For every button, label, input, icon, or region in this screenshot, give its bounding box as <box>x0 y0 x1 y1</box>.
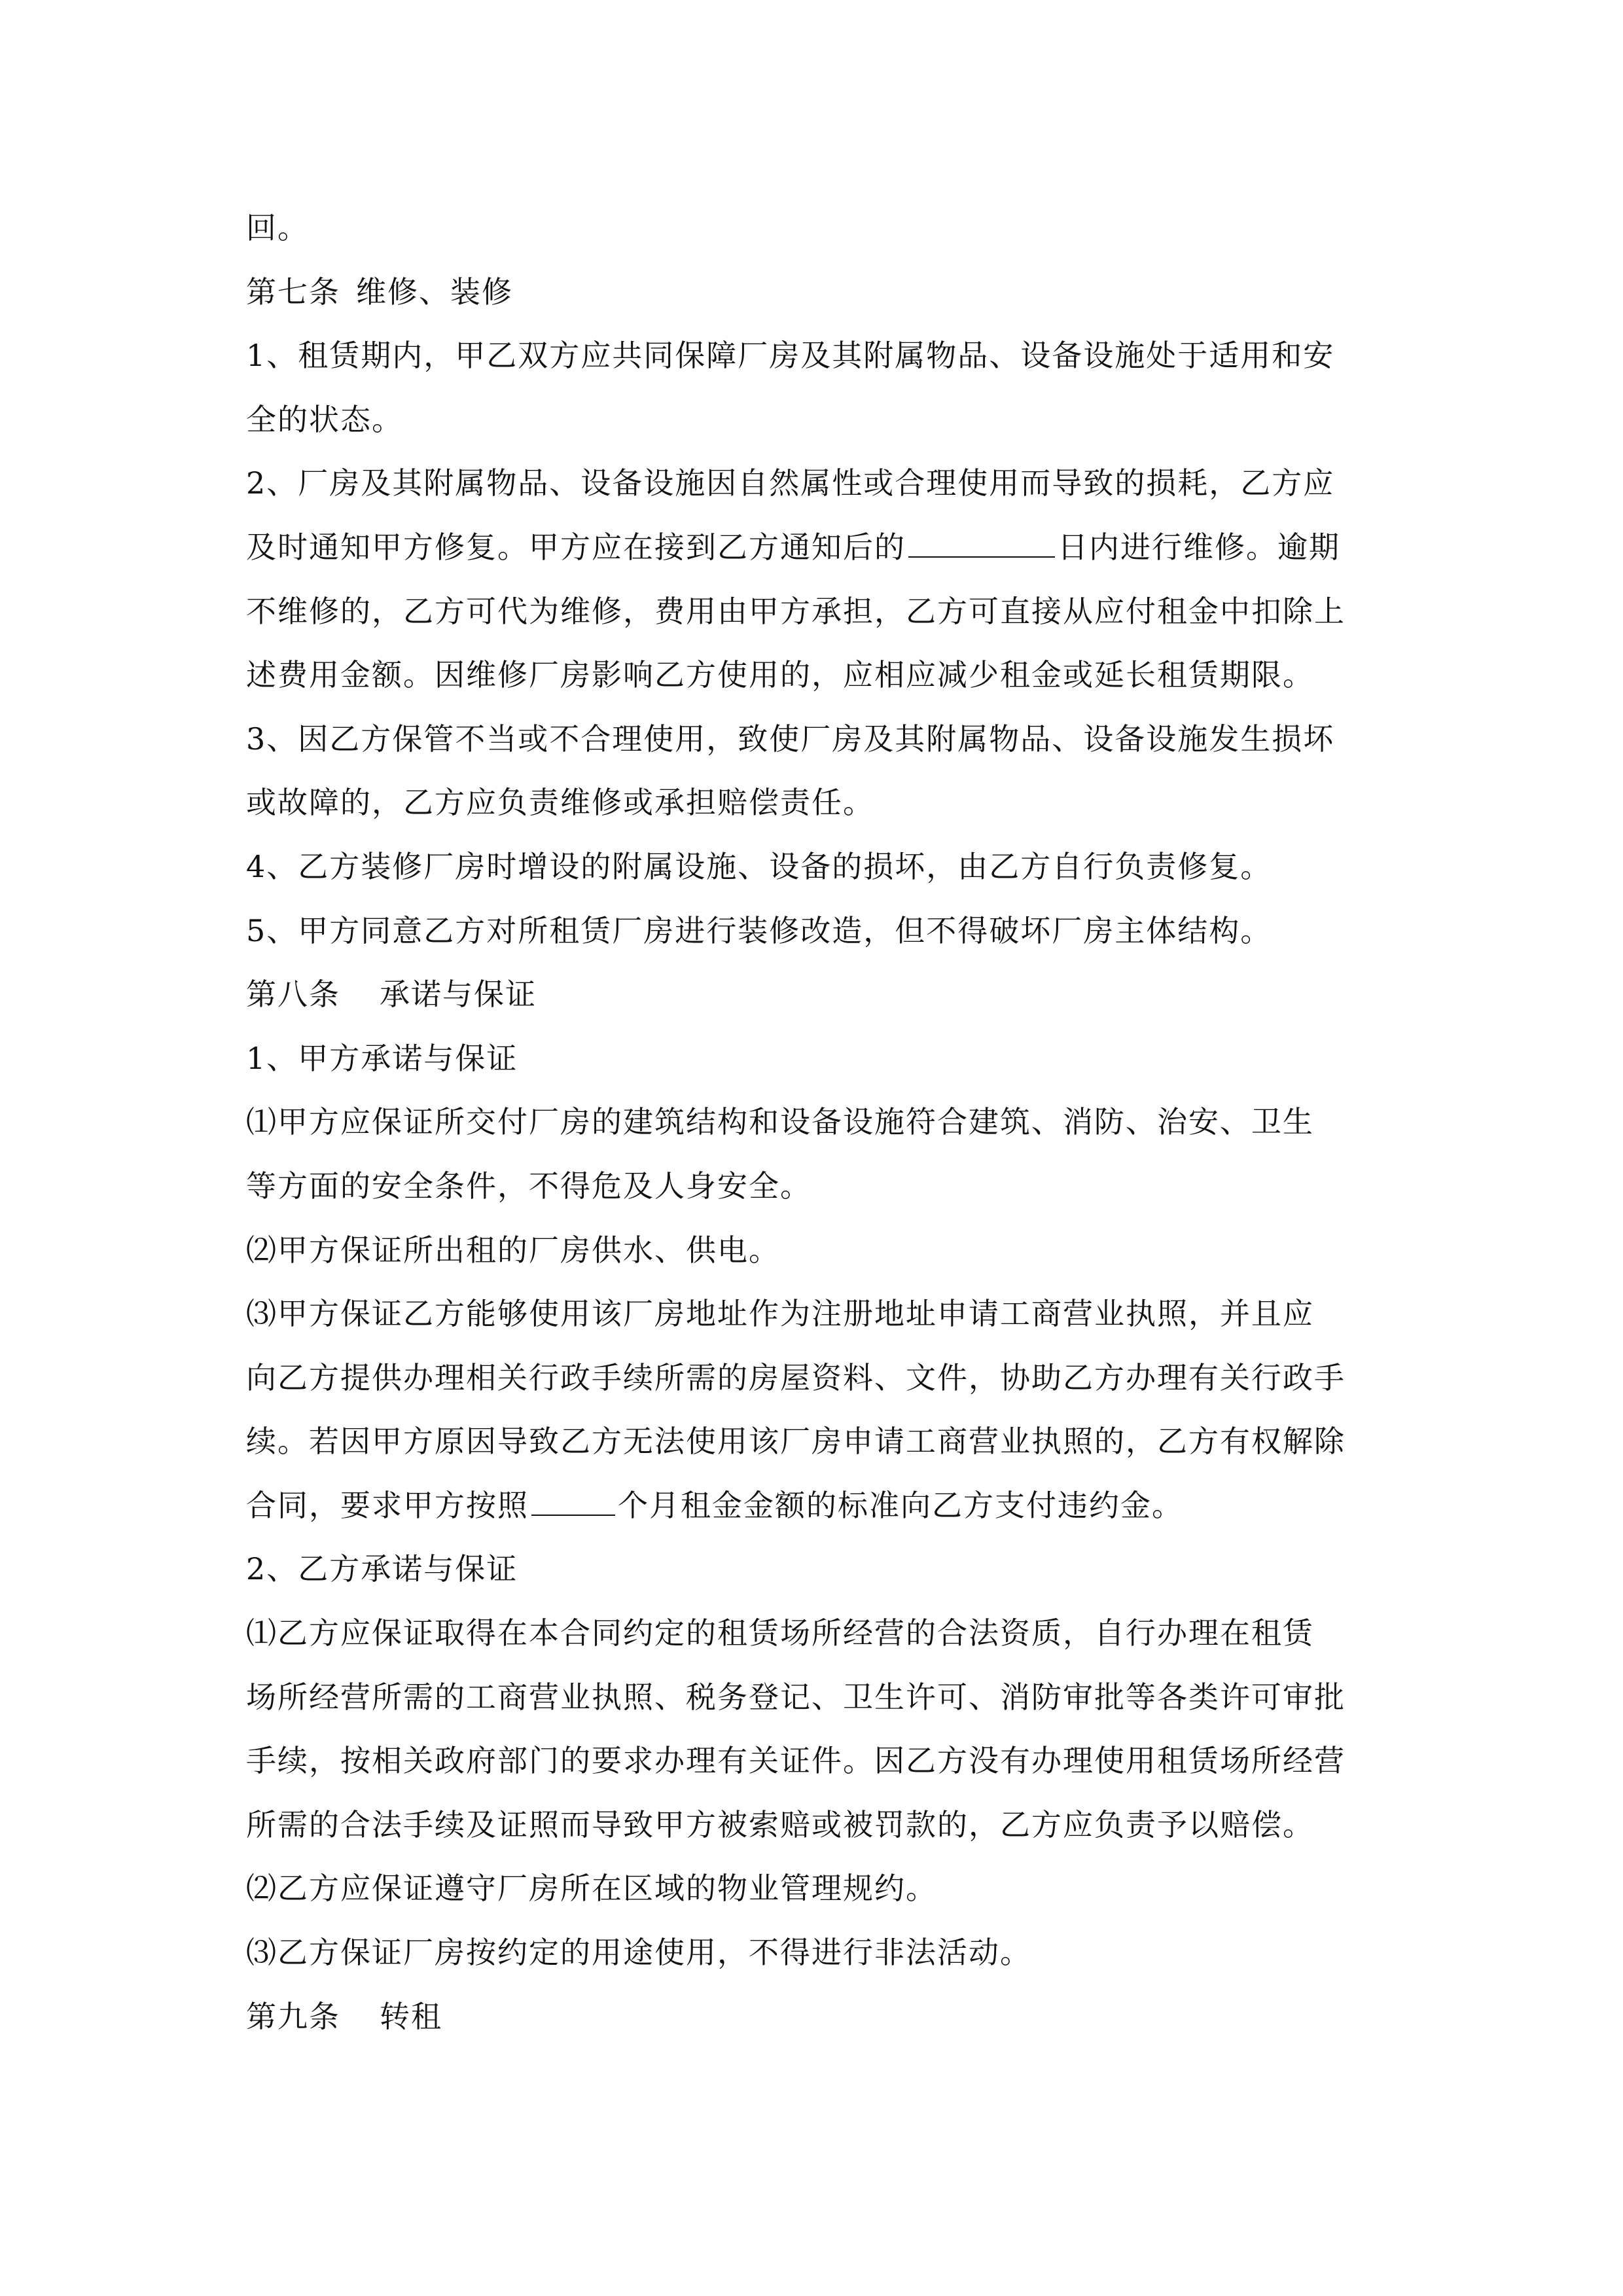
line-text: 不维修的，乙方可代为维修，费用由甲方承担，乙方可直接从应付租金中扣除上 <box>246 593 1346 629</box>
article-number: 第八条 <box>246 977 340 1013</box>
line-text: ⑵甲方保证所出租的厂房供水、供电。 <box>246 1232 780 1268</box>
paragraph-line <box>246 708 1385 772</box>
line-text: ⑶乙方保证厂房按约定的用途使用，不得进行非法活动。 <box>246 1935 1031 1971</box>
document-page <box>246 196 1385 2049</box>
line-text: 等方面的安全条件，不得危及人身安全。 <box>246 1168 812 1204</box>
line-text: 2、厂房及其附属物品、设备设施因自然属性或合理使用而导致的损耗，乙方应 <box>246 465 1335 501</box>
paragraph-line <box>246 1474 1385 1538</box>
paragraph-line <box>246 643 1385 708</box>
line-text: 及时通知甲方修复。甲方应在接到乙方通知后的 <box>246 529 906 565</box>
paragraph-line <box>246 1921 1385 1985</box>
line-text: ⑴甲方应保证所交付厂房的建筑结构和设备设施符合建筑、消防、治安、卫生 <box>246 1104 1314 1140</box>
line-text: 个月租金金额的标准向乙方支付违约金。 <box>618 1487 1183 1523</box>
line-text: 回。 <box>246 210 309 245</box>
article-heading <box>246 963 1385 1027</box>
line-text: 续。若因甲方原因导致乙方无法使用该厂房申请工商营业执照的，乙方有权解除 <box>246 1424 1346 1460</box>
article-number: 第七条 <box>246 274 340 310</box>
article-title: 转租 <box>380 1998 442 2034</box>
line-text: ⑵乙方应保证遵守厂房所在区域的物业管理规约。 <box>246 1871 937 1907</box>
line-text: 日内进行维修。逾期 <box>1058 529 1340 565</box>
line-text: 1、租赁期内，甲乙双方应共同保障厂房及其附属物品、设备设施处于适用和安 <box>246 338 1335 374</box>
line-text: 述费用金额。因维修厂房影响乙方使用的，应相应减少租金或延长租赁期限。 <box>246 657 1314 693</box>
paragraph-line <box>246 1857 1385 1921</box>
paragraph-line <box>246 452 1385 516</box>
paragraph-line <box>246 1027 1385 1091</box>
line-text: 向乙方提供办理相关行政手续所需的房屋资料、文件，协助乙方办理有关行政手 <box>246 1359 1346 1395</box>
paragraph-line <box>246 580 1385 644</box>
paragraph-line <box>246 1410 1385 1474</box>
paragraph-line <box>246 771 1385 835</box>
paragraph-line <box>246 388 1385 452</box>
paragraph-line <box>246 1346 1385 1410</box>
paragraph-line <box>246 324 1385 388</box>
line-text: 2、乙方承诺与保证 <box>246 1551 518 1587</box>
line-text: 全的状态。 <box>246 401 403 437</box>
line-text: 5、甲方同意乙方对所租赁厂房进行装修改造，但不得破坏厂房主体结构。 <box>246 912 1272 948</box>
article-heading <box>246 260 1385 325</box>
paragraph-line <box>246 1219 1385 1283</box>
fill-in-blank[interactable] <box>531 1474 615 1516</box>
fill-in-blank[interactable] <box>908 516 1055 558</box>
line-text: 或故障的，乙方应负责维修或承担赔偿责任。 <box>246 785 874 821</box>
paragraph-line <box>246 1729 1385 1793</box>
paragraph-line <box>246 1282 1385 1346</box>
paragraph-line <box>246 1090 1385 1155</box>
paragraph-line <box>246 196 1385 260</box>
line-text: 手续，按相关政府部门的要求办理有关证件。因乙方没有办理使用租赁场所经营 <box>246 1743 1346 1779</box>
line-text: 3、因乙方保管不当或不合理使用，致使厂房及其附属物品、设备设施发生损坏 <box>246 721 1335 757</box>
paragraph-line <box>246 1155 1385 1219</box>
line-text: 4、乙方装修厂房时增设的附属设施、设备的损坏，由乙方自行负责修复。 <box>246 848 1272 884</box>
paragraph-line <box>246 899 1385 963</box>
paragraph-line <box>246 1793 1385 1857</box>
line-text: ⑴乙方应保证取得在本合同约定的租赁场所经营的合法资质，自行办理在租赁 <box>246 1615 1314 1651</box>
article-heading <box>246 1985 1385 2049</box>
line-text: 所需的合法手续及证照而导致甲方被索赔或被罚款的，乙方应负责予以赔偿。 <box>246 1806 1314 1842</box>
paragraph-line <box>246 1537 1385 1602</box>
line-text: ⑶甲方保证乙方能够使用该厂房地址作为注册地址申请工商营业执照，并且应 <box>246 1296 1314 1332</box>
article-number: 第九条 <box>246 1998 340 2034</box>
line-text: 合同，要求甲方按照 <box>246 1487 529 1523</box>
line-text: 1、甲方承诺与保证 <box>246 1040 518 1076</box>
paragraph-line <box>246 1666 1385 1730</box>
paragraph-line <box>246 516 1385 580</box>
paragraph-line <box>246 835 1385 899</box>
article-title: 承诺与保证 <box>380 977 537 1013</box>
line-text: 场所经营所需的工商营业执照、税务登记、卫生许可、消防审批等各类许可审批 <box>246 1679 1346 1715</box>
paragraph-line <box>246 1602 1385 1666</box>
article-title: 维修、装修 <box>356 274 513 310</box>
